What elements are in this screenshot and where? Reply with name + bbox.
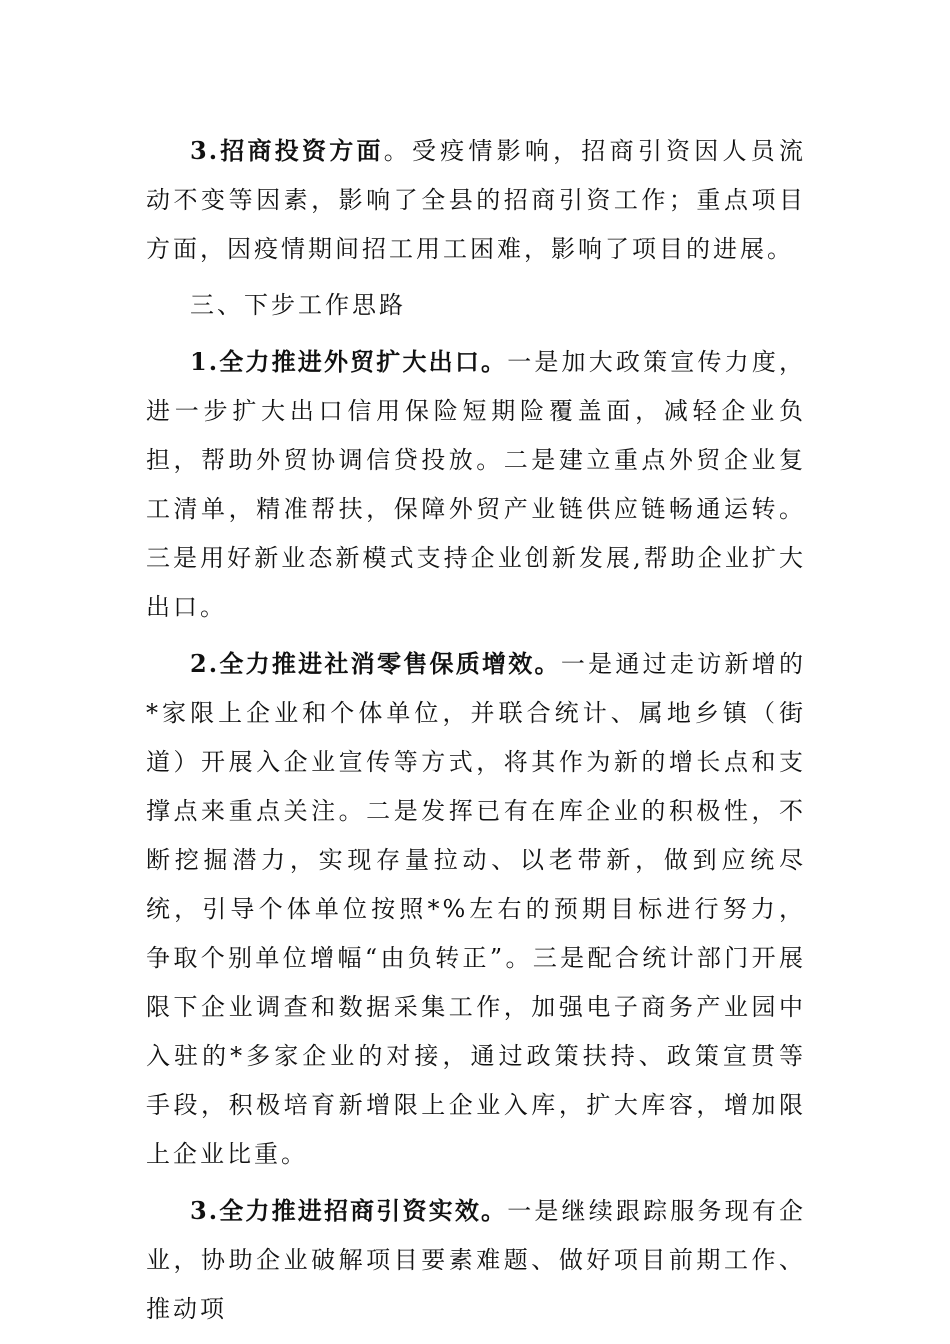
paragraph-text: 一是继续跟踪服务现有企业，协助企业破解项目要素难题、做好项目前期工作、推动项 (146, 1197, 806, 1323)
paragraph-lead: 3.全力推进招商引资实效。 (190, 1196, 508, 1225)
paragraph-investment-attraction (146, 1186, 806, 1334)
section-heading: 三、下步工作思路 (190, 291, 406, 319)
document-body (146, 126, 806, 1341)
paragraph-investment-issues (146, 126, 806, 274)
paragraph-text: 。受疫情影响，招商引资因人员流动不变等因素，影响了全县的招商引资工作；重点项目方面，因疫情期间招工用工困难，影响了项目的进展。 (146, 137, 806, 263)
paragraph-lead: 1.全力推进外贸扩大出口。 (190, 347, 508, 376)
paragraph-retail (146, 639, 806, 1179)
paragraph-lead: 2.全力推进社消零售保质增效。 (190, 649, 561, 678)
paragraph-text: 一是通过走访新增的*家限上企业和个体单位，并联合统计、属地乡镇（街道）开展入企业宣传等方式，将其作为新的增长点和支撑点来重点关注。二是发挥已有在库企业的积极性，不断挖掘潜力，实现存量拉动、以老带新，做到应统尽统，引导个体单位按照*%左右的预期目标进行努力，争取个别单位增幅“由负转正”。三是配合统计部门开展限下企业调查和数据采集工作，加强电子商务产业园中入驻的*多家企业的对接，通过政策扶持、政策宣贯等手段，积极培育新增限上企业入库，扩大库容，增加限上企业比重。 (146, 650, 807, 1168)
paragraph-foreign-trade (146, 337, 806, 632)
paragraph-text: 一是加大政策宣传力度，进一步扩大出口信用保险短期险覆盖面，减轻企业负担，帮助外贸协调信贷投放。二是建立重点外贸企业复工清单，精准帮扶，保障外贸产业链供应链畅通运转。三是用好新业态新模式支持企业创新发展,帮助企业扩大出口。 (146, 348, 806, 621)
paragraph-lead: 3.招商投资方面 (190, 136, 384, 165)
